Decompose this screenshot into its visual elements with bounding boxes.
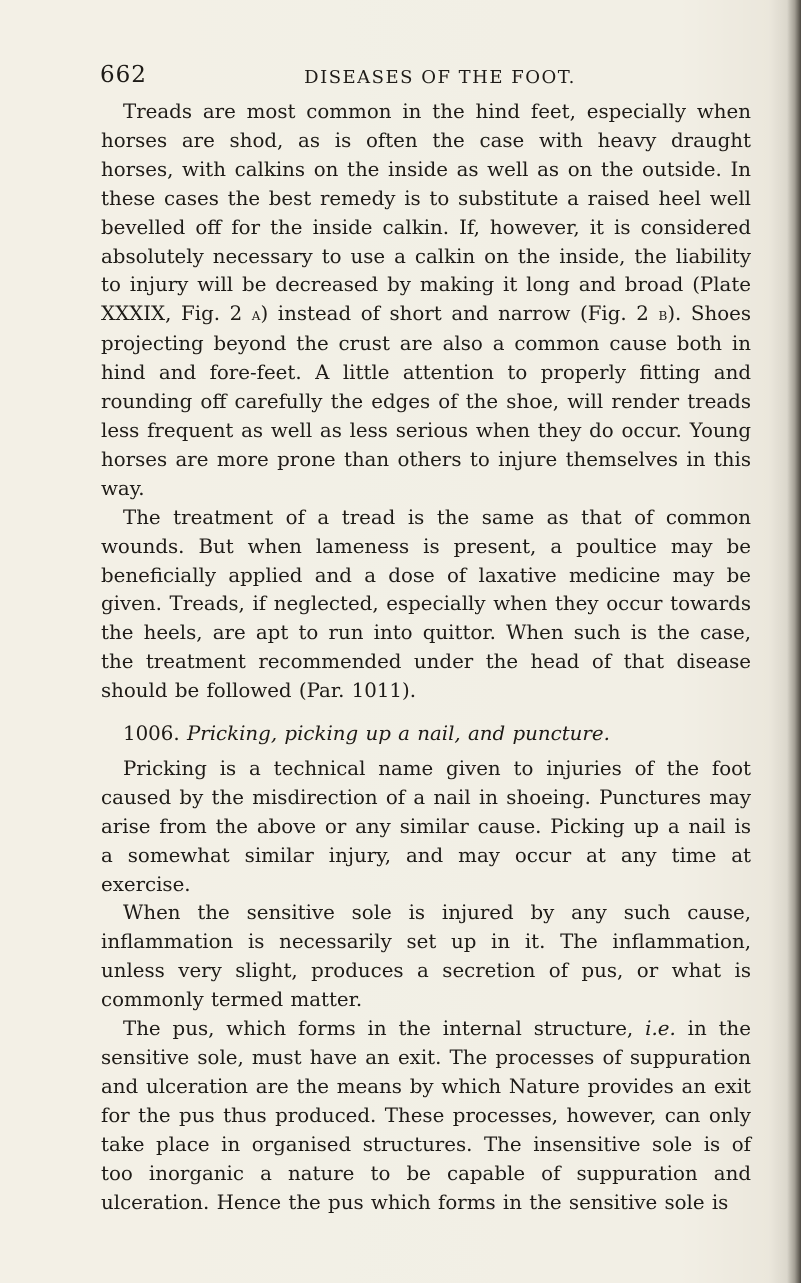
page-number: 662 [100,62,147,88]
paragraph-pricking: Pricking is a technical name given to injuries of the foot caused by the misdirection of a nail in shoeing. Punctures may arise from the above or any similar cause. Picking up a nail is a somewhat similar injury, and may occur at any time at exercise. [101,756,751,896]
section-heading [101,720,751,749]
paragraph-sensitive-sole: When the sensitive sole is injured by any such cause, inflammation is necessarily set up in it. The inflammation, unless very slight, produces a secretion of pus, or what is commonly termed matter. [101,901,751,1012]
running-title: DISEASES OF THE FOOT. [304,67,576,88]
body-text [101,98,751,1217]
page-header [0,62,801,96]
section-title: Pricking, picking up a nail, and puncture. [186,722,610,746]
paragraph-treads: Treads are most common in the hind feet, especially when horses are shod, as is often the case with heavy draught horses, with calkins on the inside as well as on the outside. In these cases the best remedy is to substitute a raised heel well bevelled off for the inside calkin. If, however, it is considered absolutely necessary to use a calkin on the inside, the liability to injury will be decreased by making it long and broad (Plate XXXIX, Fig. 2 a) instead of short and narrow (Fig. 2 b). Shoes projecting beyond the crust are also a common cause both in hind and fore-feet. A little attention to properly fitting and rounding off carefully the edges of the shoe, will render treads less frequent as well as less serious when they do occur. Young horses are more prone than others to injure themselves in this way. [101,100,751,500]
paragraph-treatment: The treatment of a tread is the same as that of common wounds. But when lameness is present, a poultice may be beneficially applied and a dose of laxative medicine may be given. Treads, if neglected, especially when they occur towards the heels, are apt to run into quittor. When such is the case, the treatment recommended under the head of that disease should be followed (Par. 1011). [101,505,751,703]
paragraph-pus: The pus, which forms in the internal structure, i.e. in the sensitive sole, must have an exit. The processes of suppuration and ulceration are the means by which Nature provides an exit for the pus thus produced. These processes, however, can only take place in organised structures. The insensitive sole is of too inorganic a nature to be capable of suppuration and ulceration. Hence the pus which forms in the sensitive sole is [101,1017,751,1214]
section-number: 1006. [123,722,180,746]
page-edge-shadow [787,0,801,1283]
